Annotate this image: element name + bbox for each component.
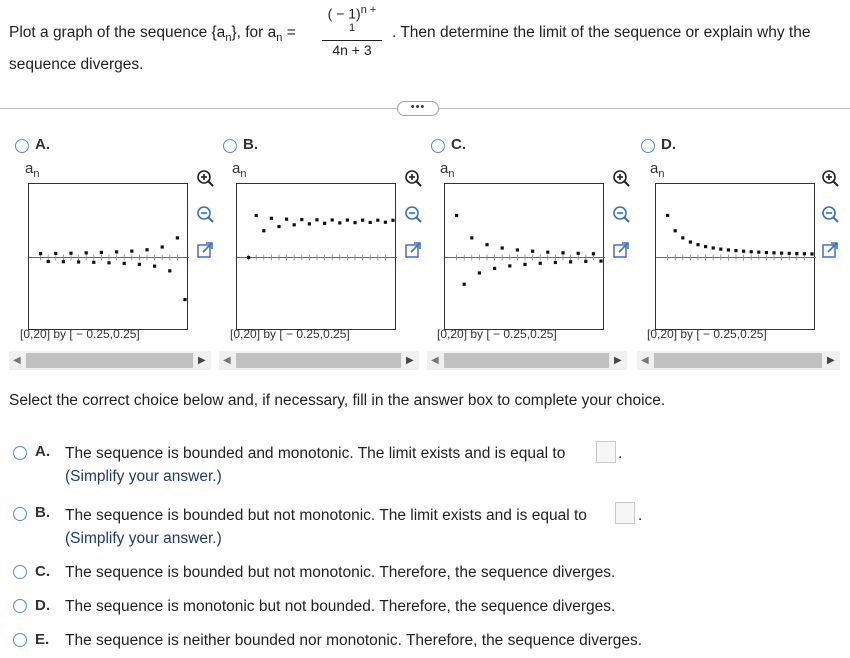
graph-a-point xyxy=(115,250,118,253)
graph-c-svg xyxy=(445,184,605,331)
choice-b-simplify-hint: (Simplify your answer.) xyxy=(65,530,222,547)
scroll-right-arrow[interactable]: ▶ xyxy=(198,355,206,366)
choice-a-text: The sequence is bounded and monotonic. The limit exists and is equal to xyxy=(65,445,566,462)
graph-b-point xyxy=(247,256,250,259)
graph-c-point xyxy=(478,271,481,274)
graph-a-point xyxy=(138,263,141,266)
graph-a-point xyxy=(100,251,103,254)
scroll-thumb[interactable] xyxy=(26,353,193,368)
graph-b-range-label: [0,20] by [ − 0.25,0.25] xyxy=(230,327,350,341)
graph-d-point xyxy=(727,248,730,251)
zoom-out-icon[interactable] xyxy=(404,205,422,223)
graph-a-point xyxy=(145,248,148,251)
graph-a-point xyxy=(77,260,80,263)
graph-b-point xyxy=(262,229,265,232)
graph-d-point xyxy=(803,252,806,255)
scroll-left-arrow[interactable]: ◀ xyxy=(641,355,649,366)
graph-option-d-letter: D. xyxy=(661,136,676,153)
graph-a-point xyxy=(130,250,133,253)
graph-a-y-axis-label: $a_n$ xyxy=(25,160,40,180)
graph-c-point xyxy=(463,283,466,286)
graph-scrollbar-a[interactable] xyxy=(9,351,211,370)
graph-a-point xyxy=(168,269,171,272)
graph-d-point xyxy=(780,252,783,255)
graph-scrollbar-b[interactable] xyxy=(219,351,419,370)
graph-d-point xyxy=(666,214,669,217)
graph-b-plot xyxy=(236,183,396,330)
graph-c-point xyxy=(539,262,542,265)
graph-option-a-radio[interactable] xyxy=(15,139,29,153)
graph-a-point xyxy=(161,245,164,248)
graph-c-point xyxy=(569,260,572,263)
graph-d-point xyxy=(674,229,677,232)
graph-b-point xyxy=(300,218,303,221)
choice-c-radio[interactable] xyxy=(13,565,27,579)
graph-b-point xyxy=(308,222,311,225)
graph-b-point xyxy=(384,221,387,224)
graph-c-point xyxy=(508,264,511,267)
choice-b-radio[interactable] xyxy=(13,507,27,521)
question-text-line2: sequence diverges. xyxy=(9,56,144,73)
choice-b-text: The sequence is bounded but not monotonic. The limit exists and is equal to xyxy=(65,507,587,524)
graph-b-point xyxy=(285,218,288,221)
graph-c-point xyxy=(516,248,519,251)
graph-scrollbar-d[interactable] xyxy=(637,351,840,370)
graph-a-svg xyxy=(29,184,189,331)
graph-scrollbar-c[interactable] xyxy=(427,351,627,370)
scroll-right-arrow[interactable]: ▶ xyxy=(406,355,414,366)
graph-c-point xyxy=(501,246,504,249)
graph-c-point xyxy=(470,236,473,239)
graph-c-point xyxy=(554,261,557,264)
graph-a-point xyxy=(92,261,95,264)
graph-b-point xyxy=(331,218,334,221)
graph-a-point xyxy=(39,252,42,255)
scroll-left-arrow[interactable]: ◀ xyxy=(431,355,439,366)
graph-option-b-letter: B. xyxy=(243,136,258,153)
graph-c-y-axis-label: $a_n$ xyxy=(440,160,455,180)
graph-d-point xyxy=(742,250,745,253)
graph-option-c-letter: C. xyxy=(451,136,466,153)
scroll-right-arrow[interactable]: ▶ xyxy=(614,355,622,366)
zoom-in-icon[interactable] xyxy=(612,169,630,187)
zoom-in-icon[interactable] xyxy=(821,169,839,187)
choice-d-letter: D. xyxy=(35,597,50,614)
choice-a-answer-box[interactable] xyxy=(596,441,616,463)
graph-b-point xyxy=(315,218,318,221)
graph-a-point xyxy=(123,262,126,265)
scroll-thumb[interactable] xyxy=(236,353,401,368)
graph-c-point xyxy=(561,251,564,254)
graph-c-point xyxy=(599,259,602,262)
choice-b-answer-box[interactable] xyxy=(615,502,635,524)
scroll-right-arrow[interactable]: ▶ xyxy=(827,355,835,366)
zoom-out-icon[interactable] xyxy=(612,205,630,223)
graph-d-range-label: [0,20] by [ − 0.25,0.25] xyxy=(647,327,767,341)
graph-c-range-label: [0,20] by [ − 0.25,0.25] xyxy=(437,327,557,341)
scroll-thumb[interactable] xyxy=(444,353,609,368)
graph-a-point xyxy=(153,265,156,268)
graph-d-point xyxy=(712,246,715,249)
graph-c-point xyxy=(485,243,488,246)
graph-d-svg xyxy=(656,184,816,331)
graph-d-point xyxy=(696,243,699,246)
choice-d-text: The sequence is monotonic but not bounded. Therefore, the sequence diverges. xyxy=(65,598,616,615)
open-new-window-icon[interactable] xyxy=(404,241,422,259)
graph-a-point xyxy=(183,298,186,301)
graph-d-point xyxy=(765,251,768,254)
zoom-out-icon[interactable] xyxy=(196,205,214,223)
open-new-window-icon[interactable] xyxy=(821,241,839,259)
question-text-suffix: . Then determine the limit of the sequence or explain why the xyxy=(392,24,811,41)
graph-b-point xyxy=(277,225,280,228)
graph-d-point xyxy=(772,251,775,254)
scroll-left-arrow[interactable]: ◀ xyxy=(223,355,231,366)
graph-b-point xyxy=(338,221,341,224)
graph-b-y-axis-label: $a_n$ xyxy=(232,160,247,180)
graph-c-point xyxy=(493,267,496,270)
graph-b-point xyxy=(255,214,258,217)
choice-e-text: The sequence is neither bounded nor monotonic. Therefore, the sequence diverges. xyxy=(65,632,643,649)
graph-d-y-axis-label: $a_n$ xyxy=(650,160,665,180)
graph-d-point xyxy=(719,247,722,250)
graph-b-point xyxy=(293,223,296,226)
graph-option-a-letter: A. xyxy=(35,136,50,153)
graph-d-point xyxy=(704,245,707,248)
instruction-text: Select the correct choice below and, if necessary, fill in the answer box to complete your choice. xyxy=(9,392,666,409)
open-new-window-icon[interactable] xyxy=(196,241,214,259)
graph-a-point xyxy=(107,261,110,264)
choice-a-radio[interactable] xyxy=(13,446,27,460)
graph-c-point xyxy=(455,214,458,217)
graph-b-point xyxy=(270,217,273,220)
graph-option-c-radio[interactable] xyxy=(431,139,445,153)
graph-a-point xyxy=(176,236,179,239)
graph-b-point xyxy=(346,218,349,221)
choice-b-letter: B. xyxy=(35,504,50,521)
graph-a-range-label: [0,20] by [ − 0.25,0.25] xyxy=(20,327,140,341)
graph-d-point xyxy=(795,252,798,255)
graph-d-point xyxy=(689,240,692,243)
graph-c-point xyxy=(592,252,595,255)
zoom-out-icon[interactable] xyxy=(821,205,839,223)
graph-a-point xyxy=(54,252,57,255)
question-fraction: ( − 1)$^{n + 1}$ 4n + 3 xyxy=(322,4,382,58)
choice-e-letter: E. xyxy=(35,631,50,648)
graph-d-point xyxy=(734,249,737,252)
scroll-thumb[interactable] xyxy=(654,353,822,368)
graph-b-point xyxy=(353,221,356,224)
graph-a-point xyxy=(62,260,65,263)
graph-b-point xyxy=(361,219,364,222)
choice-c-letter: C. xyxy=(35,563,50,580)
graph-a-plot xyxy=(28,183,188,330)
graph-a-point xyxy=(47,260,50,263)
open-new-window-icon[interactable] xyxy=(612,241,630,259)
graph-c-point xyxy=(584,260,587,263)
graph-d-point xyxy=(750,250,753,253)
graph-d-point xyxy=(681,236,684,239)
choice-a-period: . xyxy=(618,445,623,462)
graph-b-svg xyxy=(237,184,397,331)
choice-d-radio[interactable] xyxy=(13,599,27,613)
graph-d-plot xyxy=(655,183,815,330)
zoom-in-icon[interactable] xyxy=(196,169,214,187)
graph-c-point xyxy=(531,250,534,253)
question-text: Plot a graph of the sequence $\{a_n\}$, for $a_n$ = xyxy=(9,24,296,45)
choice-c-text: The sequence is bounded but not monotonic. Therefore, the sequence diverges. xyxy=(65,564,616,581)
graph-d-point xyxy=(757,251,760,254)
graph-a-point xyxy=(85,251,88,254)
graph-c-point xyxy=(546,251,549,254)
graph-c-point xyxy=(523,263,526,266)
graph-b-point xyxy=(323,222,326,225)
graph-option-d-radio[interactable] xyxy=(641,139,655,153)
scroll-left-arrow[interactable]: ◀ xyxy=(13,355,21,366)
graph-d-point xyxy=(810,252,813,255)
graph-b-point xyxy=(391,219,394,222)
graph-option-b-radio[interactable] xyxy=(223,139,237,153)
graph-a-point xyxy=(69,252,72,255)
choice-e-radio[interactable] xyxy=(13,633,27,647)
graph-c-point xyxy=(577,252,580,255)
choice-a-simplify-hint: (Simplify your answer.) xyxy=(65,468,222,485)
graph-d-point xyxy=(788,252,791,255)
graph-c-plot xyxy=(444,183,604,330)
choice-a-letter: A. xyxy=(35,443,50,460)
zoom-in-icon[interactable] xyxy=(404,169,422,187)
graph-b-point xyxy=(376,219,379,222)
graph-b-point xyxy=(369,221,372,224)
expand-ellipsis-button[interactable]: ••• xyxy=(397,101,439,116)
choice-b-period: . xyxy=(638,507,643,524)
